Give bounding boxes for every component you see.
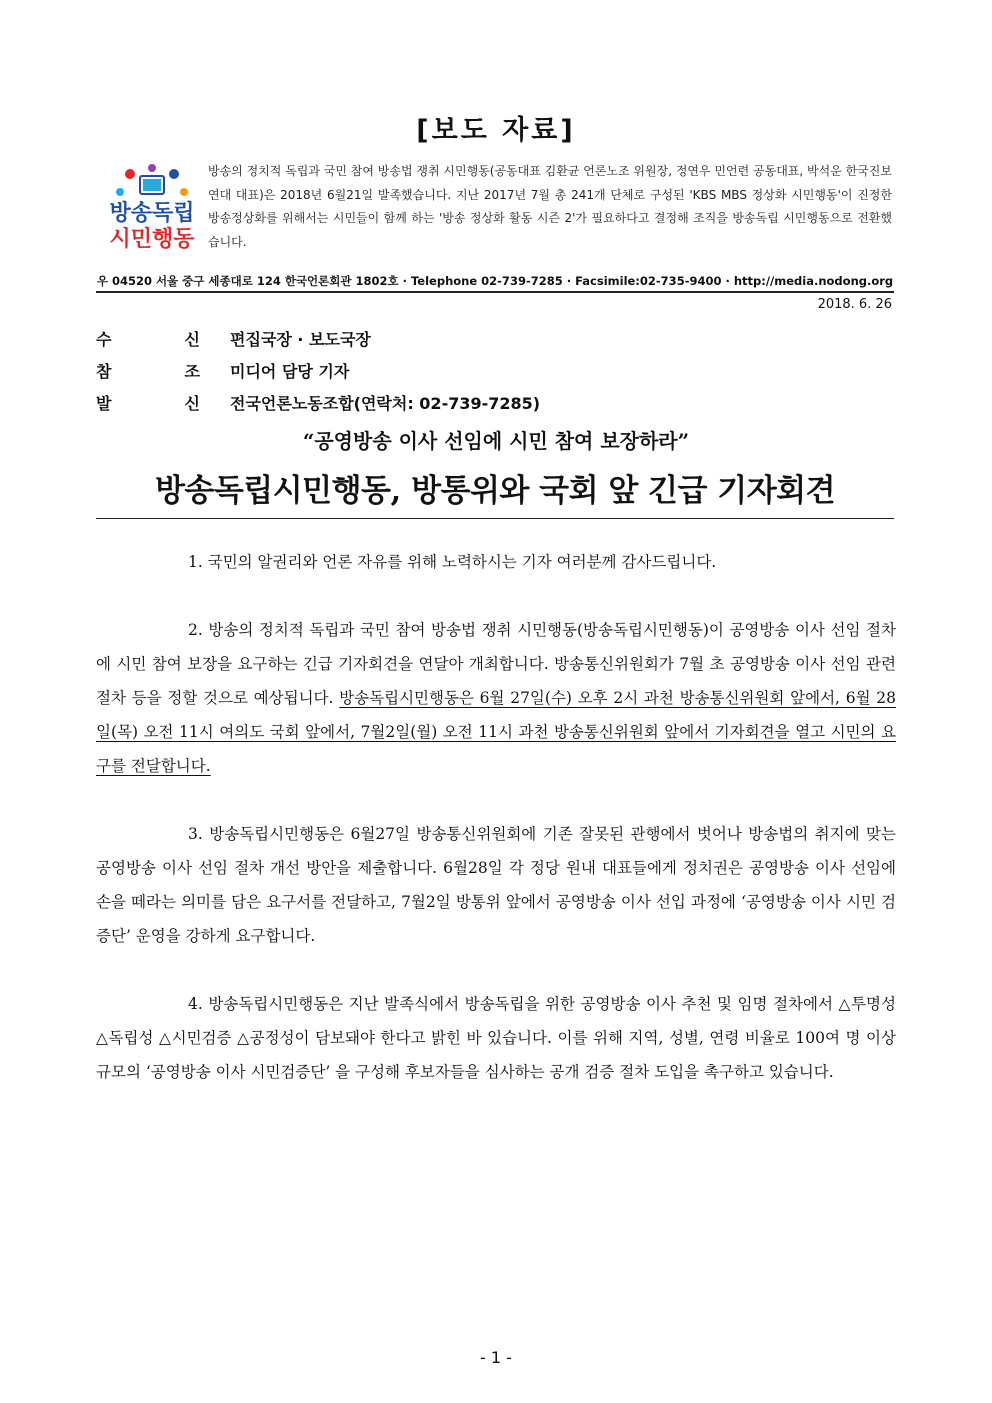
tv-screen-icon (143, 179, 161, 191)
paragraph-2-underlined: 방송독립시민행동은 6월 27일(수) 오후 2시 과천 방송통신위원회 앞에서, 6월 28일(목) 오전 11시 여의도 국회 앞에서, 7월2일(월) 오전 11시 과천 방송통신위원회 앞에서 기자회견을 열고 시민의 요구를 전달합니다. (96, 689, 896, 775)
paragraph-2 (96, 613, 896, 783)
logo (102, 162, 202, 262)
logo-dot-icon (180, 188, 188, 196)
intro-section (100, 160, 892, 270)
logo-dot-icon (116, 188, 124, 196)
page-title: [보도 자료] (416, 115, 576, 146)
page-number: - 1 - (480, 1348, 512, 1367)
recipient-row-from (96, 386, 796, 418)
recipient-row-ref (96, 354, 796, 386)
paragraph-1: 1. 국민의 알권리와 언론 자유를 위해 노력하시는 기자 여러분께 감사드립니다. (188, 553, 717, 571)
headline-subtitle: “공영방송 이사 선임에 시민 참여 보장하라” (302, 429, 690, 453)
paragraph-2-text: 2. 방송의 정치적 독립과 국민 참여 방송법 쟁취 시민행동(방송독립시민행동)이 공영방송 이사 선임 절차에 시민 참여 보장을 요구하는 긴급 기자회견을 연달아 개최합니다. 방송통신위원회가 7월 초 공영방송 이사 선임 관련 절차 등을 정할 것으로 예상됩니다. (96, 621, 896, 707)
intro-text: 방송의 정치적 독립과 국민 참여 방송법 쟁취 시민행동(공동대표 김환균 언론노조 위원장, 정연우 민언련 공동대표, 박석운 한국진보연대 대표)은 2018년 6월21일 발족했습니다. 지난 2017년 7월 총 241개 단체로 구성된 'KBS MBS 정상화 시민행동'이 진정한 방송정상화를 위해서는 시민들이 함께 하는 '방송 정상화 활동 시즌 2'가 필요하다고 결정해 조직을 방송독립 시민행동으로 전환했습니다. (208, 164, 892, 249)
recipient-label: 참 조 (96, 361, 200, 381)
recipients-block (96, 322, 796, 418)
paragraph-3: 3. 방송독립시민행동은 6월27일 방송통신위원회에 기존 잘못된 관행에서 벗어나 방송법의 취지에 맞는 공영방송 이사 선임 절차 개선 방안을 제출합니다. 6월28일 각 정당 원내 대표들에게 정치권은 공영방송 이사 선임에 손을 떼라는 의미를 담은 요구서를 전달하고, 7월2일 방통위 앞에서 공영방송 이사 선입 과정에 ‘공영방송 이사 시민 검증단’ 운영을 강하게 요구합니다. (96, 825, 896, 945)
logo-dot-icon (148, 164, 156, 172)
headline-title: 방송독립시민행동, 방통위와 국회 앞 긴급 기자회견 (96, 465, 894, 519)
recipient-value: 미디어 담당 기자 (230, 361, 350, 381)
logo-graphic (102, 162, 202, 262)
recipient-value: 편집국장 · 보도국장 (230, 329, 371, 349)
paragraph-4: 4. 방송독립시민행동은 지난 발족식에서 방송독립을 위한 공영방송 이사 추천 및 임명 절차에서 △투명성 △독립성 △시민검증 △공정성이 담보돼야 한다고 밝힌 바 있습니다. 이를 위해 지역, 성별, 연령 비율로 100여 명 이상 규모의 ‘공영방송 이사 시민검증단’ 을 구성해 후보자들을 심사하는 공개 검증 절차 도입을 촉구하고 있습니다. (96, 995, 896, 1081)
logo-dot-icon (125, 169, 135, 179)
press-body (96, 545, 896, 1123)
recipient-value: 전국언론노동조합(연락처: 02-739-7285) (230, 393, 541, 413)
recipient-label: 수 신 (96, 329, 200, 349)
logo-text-line1: 방송독립 (109, 201, 195, 226)
recipient-row-to (96, 322, 796, 354)
document-date: 2018. 6. 26 (817, 297, 892, 312)
recipient-label: 발 신 (96, 393, 200, 413)
logo-dot-icon (169, 169, 179, 179)
contact-info: 우 04520 서울 중구 세종대로 124 한국언론회관 1802호 · Telephone 02-739-7285 · Facsimile:02-735-9400 · http://media.nodong.org (96, 273, 894, 293)
logo-text-line2: 시민행동 (109, 227, 195, 252)
